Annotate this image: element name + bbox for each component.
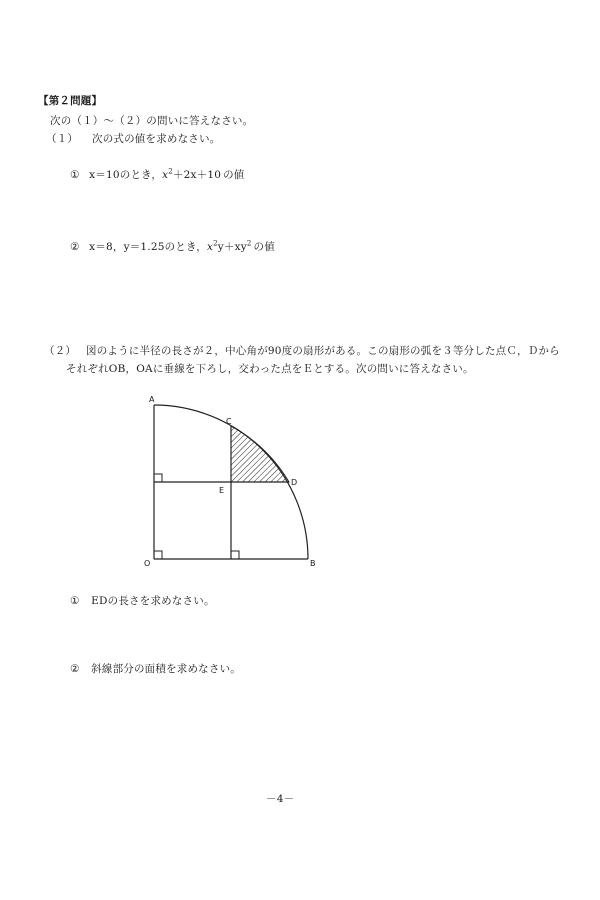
right-angle-mark-ob — [231, 551, 239, 559]
page-number: －4－ — [266, 793, 295, 805]
label-o: O — [144, 559, 151, 568]
label-d: D — [291, 478, 298, 487]
q2-number: ② — [70, 241, 80, 253]
p2q1-number: ① — [70, 595, 80, 607]
label-b: B — [310, 559, 316, 568]
q2-expr-exp-b: 2 — [246, 239, 252, 248]
part2-label: （２） — [44, 345, 77, 357]
q2-expr-mid: y＋xy — [217, 241, 247, 253]
q2-expr-x: x — [206, 241, 214, 253]
hatched-region — [231, 426, 289, 482]
q2-condition: x＝8，y＝1.25のとき， — [89, 241, 207, 253]
q1-expr-x: x — [162, 169, 169, 181]
part2-q2 — [70, 664, 241, 675]
section-title: 【第２問題】 — [38, 95, 103, 107]
part2-line2: それぞれOB，OAに垂線を下ろし，交わった点をＥとする。次の問いに答えなさい。 — [66, 363, 474, 375]
intro-text: 次の（１）～（２）の問いに答えなさい。 — [50, 115, 254, 127]
q1-expr-rest: ＋2x＋10 — [172, 169, 222, 181]
label-c: C — [226, 417, 232, 426]
label-a: A — [149, 395, 155, 404]
q2-tail: の値 — [253, 241, 275, 253]
part2-line1: 図のように半径の長さが２，中心角が90度の扇形がある。この扇形の弧を３等分した点Ｃ，Ｄから — [86, 345, 560, 357]
p2q2-text: 斜線部分の面積を求めなさい。 — [91, 663, 241, 675]
part2-q1 — [70, 596, 215, 607]
label-e: E — [219, 486, 225, 495]
q2-expr-exp-a: 2 — [213, 239, 218, 248]
p2q2-number: ② — [70, 663, 80, 675]
right-angle-mark-o — [154, 551, 162, 559]
q1-number: ① — [70, 169, 80, 181]
part1-label: （１） — [46, 133, 79, 145]
q1-condition: x＝10のとき， — [89, 169, 163, 181]
part1-instruction: 次の式の値を求めなさい。 — [92, 133, 221, 145]
q1-tail: の値 — [223, 169, 245, 181]
q1-expr-exp: 2 — [168, 167, 173, 176]
p2q1-text: EDの長さを求めなさい。 — [91, 595, 215, 607]
right-angle-mark-oa — [154, 474, 162, 482]
